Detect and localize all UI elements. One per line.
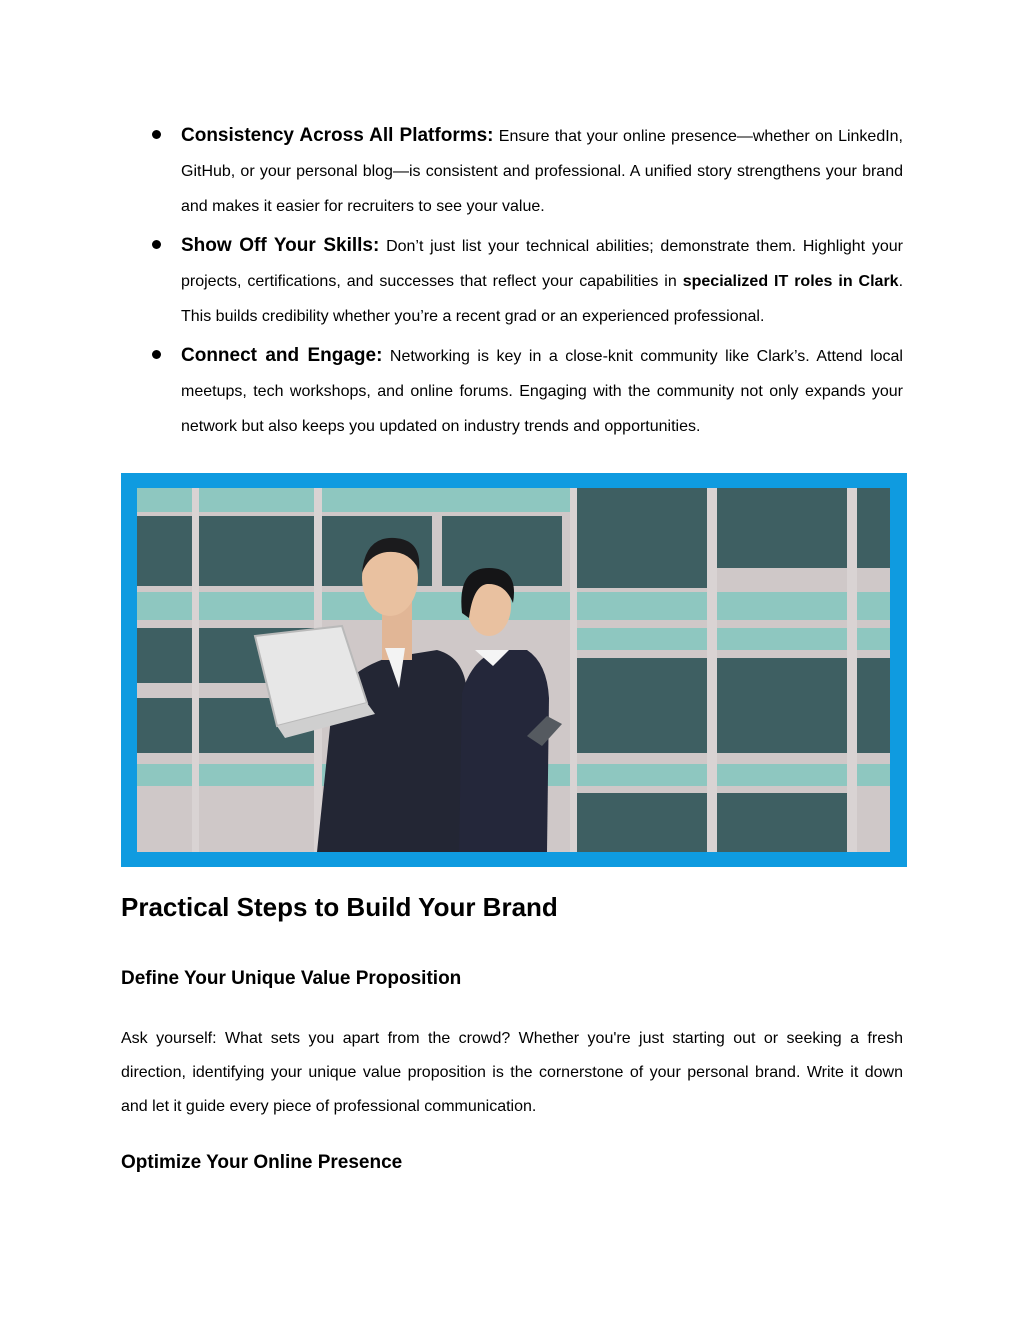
bullet-title: Connect and Engage: [181,345,383,366]
bullet-text-after: . This builds credibility whether you’re a recent grad or an experienced professional. [181,273,904,325]
photo-frame [121,473,907,867]
bullet-text: Don’t just list your technical abilities; demonstrate them. Highlight your projects, certifications, and successes that reflect your capabilities in [181,238,903,290]
section-heading: Practical Steps to Build Your Brand [121,892,558,922]
subheading-value-proposition: Define Your Unique Value Proposition [121,968,462,989]
subheading-online-presence: Optimize Your Online Presence [121,1152,403,1173]
paragraph-value-proposition: Ask yourself: What sets you apart from the crowd? Whether you're just starting out or seeking a fresh direction, identifying your unique value proposition is the cornerstone of your personal brand. Write it down and let it guide every piece of professional communication. [121,1030,903,1115]
list-item [121,338,903,444]
bullet-icon [152,240,161,249]
bullet-text: Networking is key in a close-knit community like Clark’s. Attend local meetups, tech workshops, and online forums. Engaging with the community not only expands your network but also keeps you updated on industry trends and opportunities. [181,348,903,435]
bullet-title: Show Off Your Skills: [181,235,380,256]
list-item [121,228,903,334]
bullet-title: Consistency Across All Platforms: [181,125,494,146]
bold-phrase: specialized IT roles in Clark [682,273,899,290]
business-people-photo [137,488,890,852]
photo-illustration [137,488,890,852]
bullet-text: Ensure that your online presence—whether on LinkedIn, GitHub, or your personal blog—is consistent and professional. A unified story strengthens your brand and makes it easier for recruiters to see your value. [181,128,904,215]
bullet-list [121,118,903,448]
bullet-icon [152,350,161,359]
list-item [121,118,903,224]
bullet-icon [152,130,161,139]
